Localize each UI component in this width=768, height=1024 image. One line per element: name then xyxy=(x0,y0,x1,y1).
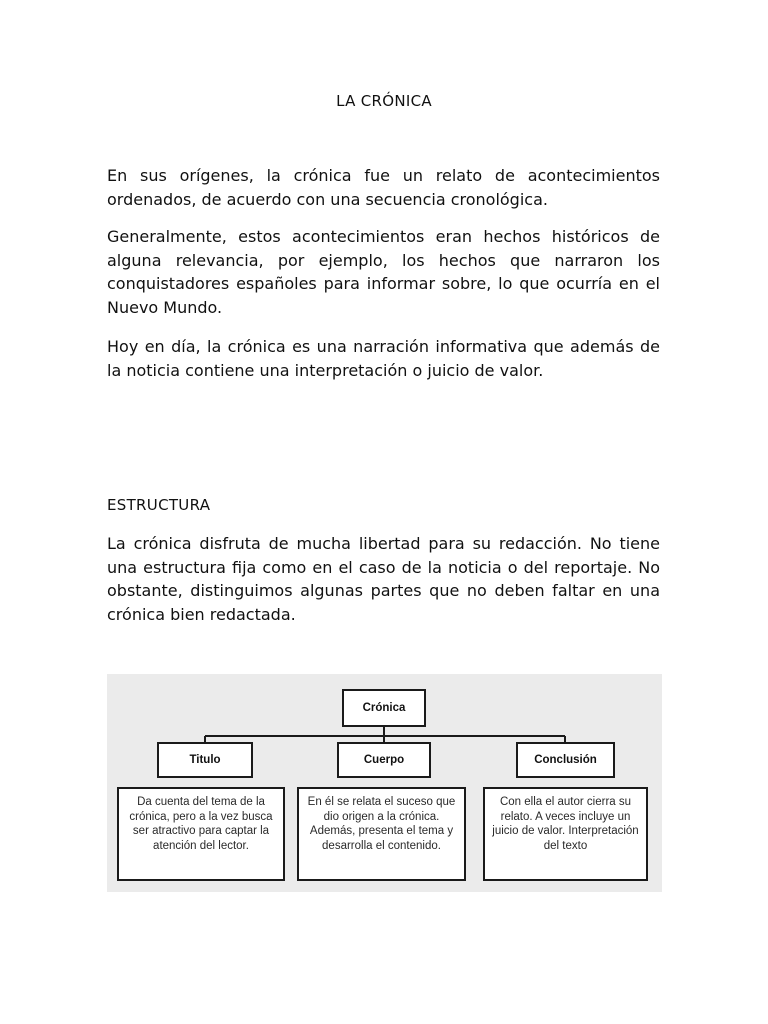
paragraph-today: Hoy en día, la crónica es una narración informativa que además de la noticia contiene una interpretación o juicio de valor. xyxy=(107,337,660,380)
section-title-estructura: ESTRUCTURA xyxy=(107,496,211,514)
paragraph-history: Generalmente, estos acontecimientos eran hechos históricos de alguna relevancia, por ejemplo, los hechos que narraron los conquistadores españoles para informar sobre, lo que ocurría en el Nuevo Mundo. xyxy=(107,227,660,317)
paragraph-origins: En sus orígenes, la crónica fue un relato de acontecimientos ordenados, de acuerdo con una secuencia cronológica. xyxy=(107,166,660,209)
diagram-desc-cuerpo: En él se relata el suceso que dio origen a la crónica. Además, presenta el tema y desarrolla el contenido. xyxy=(297,787,466,881)
structure-diagram xyxy=(107,674,662,892)
diagram-branch-conclusion: Conclusión xyxy=(516,742,615,778)
diagram-desc-conclusion: Con ella el autor cierra su relato. A veces incluye un juicio de valor. Interpretación del texto xyxy=(483,787,648,881)
diagram-branch-cuerpo: Cuerpo xyxy=(337,742,431,778)
diagram-root-box: Crónica xyxy=(342,689,426,727)
page-title: LA CRÓNICA xyxy=(336,92,432,110)
diagram-branch-titulo: Titulo xyxy=(157,742,253,778)
paragraph-estructura: La crónica disfruta de mucha libertad para su redacción. No tiene una estructura fija como en el caso de la noticia o del reportaje. No obstante, distinguimos algunas partes que no deben faltar en una crónica bien redactada. xyxy=(107,534,660,624)
diagram-desc-titulo: Da cuenta del tema de la crónica, pero a la vez busca ser atractivo para captar la atención del lector. xyxy=(117,787,285,881)
